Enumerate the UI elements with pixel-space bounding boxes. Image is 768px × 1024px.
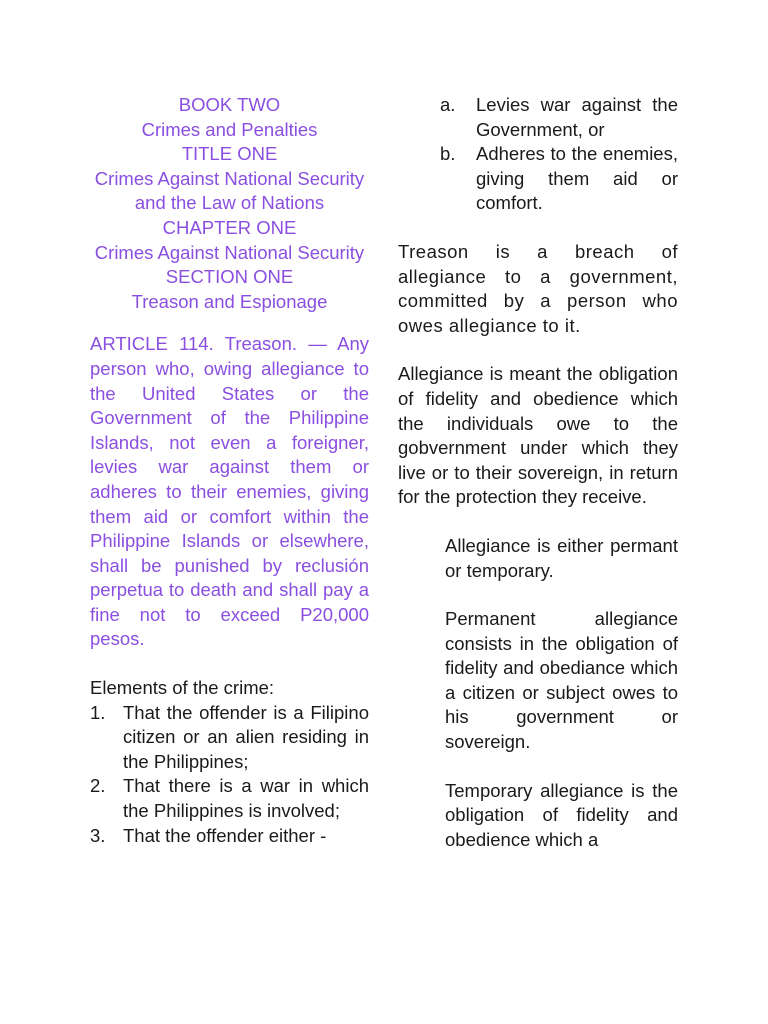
elements-list [90,701,369,849]
article-114-text: ARTICLE 114. Treason. — Any person who, owing allegiance to the United States or the Government of the Philippine Islands, not even a foreigner, levies war against them or adheres to their enemies, giving them aid or comfort within the Philippine Islands or elsewhere, shall be punished by reclusión perpetua to death and shall pay a fine not to exceed P20,000 pesos. [90,333,369,650]
list-item-text: That the offender either - [123,824,327,846]
sub-list-item-text: Adheres to the enemies, giving them aid or comfort. [476,143,678,214]
sub-list-item [440,142,678,216]
elements-title: Elements of the crime: [90,677,275,699]
list-item-number: 1. [90,701,106,723]
heading-book: BOOK TWO [178,94,281,115]
elements-of-crime [90,676,369,848]
list-item-text: That there is a war in which the Philippines is involved; [123,775,369,822]
allegiance-types: Allegiance is either permant or temporary. [445,534,678,581]
right-column [398,93,678,852]
section-heading [90,93,369,314]
sub-elements-list [440,93,678,216]
temporary-allegiance: Temporary allegiance is the obligation of fidelity and obedience which a [445,779,678,850]
list-item [90,824,369,849]
list-item-number: 3. [90,824,106,846]
heading-chapter-name: Crimes Against National Security [94,241,365,263]
sub-list-item-letter: a. [440,94,456,115]
list-item-number: 2. [90,775,106,797]
list-item [90,701,369,775]
permanent-allegiance: Permanent allegiance consists in the obligation of fidelity and obediance which a citizen or subject owes to his government or sovereign. [445,608,678,753]
sub-list-item [440,93,678,142]
heading-section-name: Treason and Espionage [131,290,328,312]
left-column [90,93,369,848]
heading-section: SECTION ONE [165,266,294,288]
treason-definition: Treason is a breach of allegiance to a government, committed by a person who owes allegiance to it. [398,240,678,336]
heading-title-name: Crimes Against National Security and the Law of Nations [94,167,365,214]
allegiance-definition: Allegiance is meant the obligation of fidelity and obedience which the individuals owe to the gobvernment under which they live or to their sovereign, in return for the protection they receive. [398,363,678,508]
list-item [90,774,369,823]
list-item-text: That the offender is a Filipino citizen or an alien residing in the Philippines; [123,701,369,772]
sub-list-item-letter: b. [440,143,456,165]
heading-chapter: CHAPTER ONE [162,216,297,238]
heading-title: TITLE ONE [181,143,278,165]
heading-book-title: Crimes and Penalties [141,118,318,140]
sub-list-item-text: Levies war against the Government, or [476,94,678,140]
